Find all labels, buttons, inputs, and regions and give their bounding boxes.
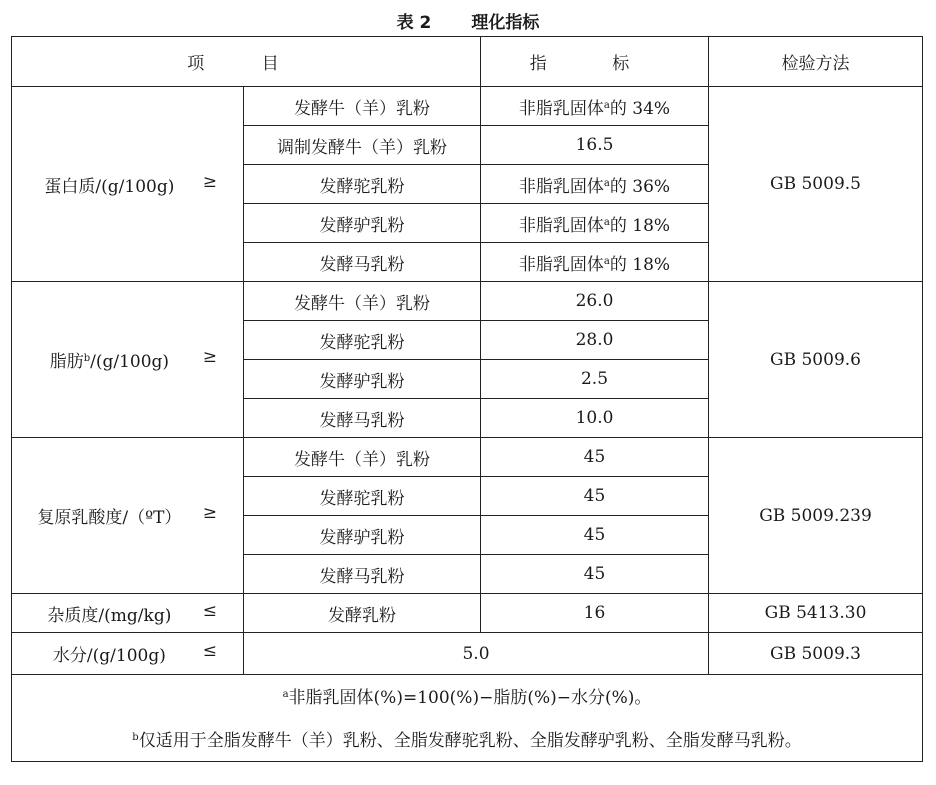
spec-cell: 2.5 — [481, 360, 709, 399]
fat-method-cell: GB 5009.6 — [709, 282, 923, 438]
fat-label-cell: 脂肪$^b$/(g/100g) ≥ — [12, 282, 244, 438]
header-method: 检验方法 — [709, 37, 923, 87]
product-cell: 发酵马乳粉 — [244, 243, 481, 282]
table-number: 表 2 — [396, 13, 432, 33]
spec-table — [11, 36, 923, 762]
spec-cell: 28.0 — [481, 321, 709, 360]
product-cell: 发酵驼乳粉 — [244, 477, 481, 516]
notes-cell — [12, 675, 923, 762]
product-cell: 调制发酵牛（羊）乳粉 — [244, 126, 481, 165]
table-title: 理化指标 — [471, 13, 540, 33]
impurity-label-cell: 杂质度/(mg/kg) ≤ — [12, 594, 244, 633]
spec-cell: 45 — [481, 516, 709, 555]
product-cell: 发酵牛（羊）乳粉 — [244, 282, 481, 321]
moisture-method-cell: GB 5009.3 — [709, 633, 923, 675]
product-cell: 发酵驴乳粉 — [244, 516, 481, 555]
spec-cell: 45 — [481, 477, 709, 516]
spec-cell: 非脂乳固体$^a$的 34% — [481, 87, 709, 126]
spec-cell: 26.0 — [481, 282, 709, 321]
spec-cell: 45 — [481, 438, 709, 477]
header-spec: 指 标 — [481, 37, 709, 87]
header-row — [12, 37, 923, 87]
table-row — [12, 282, 923, 321]
moisture-label-cell: 水分/(g/100g) ≤ — [12, 633, 244, 675]
protein-label-cell: 蛋白质/(g/100g) ≥ — [12, 87, 244, 282]
product-cell: 发酵驴乳粉 — [244, 204, 481, 243]
product-cell: 发酵驼乳粉 — [244, 165, 481, 204]
table-row — [12, 633, 923, 675]
spec-cell: 非脂乳固体$^a$的 36% — [481, 165, 709, 204]
header-item: 项 目 — [12, 37, 481, 87]
product-cell: 发酵马乳粉 — [244, 399, 481, 438]
spec-cell: 非脂乳固体$^a$的 18% — [481, 243, 709, 282]
table-row — [12, 87, 923, 126]
table-caption — [0, 8, 936, 33]
spec-cell: 16.5 — [481, 126, 709, 165]
product-cell: 发酵牛（羊）乳粉 — [244, 87, 481, 126]
spec-cell: 16 — [481, 594, 709, 633]
product-cell: 发酵驴乳粉 — [244, 360, 481, 399]
spec-cell: 5.0 — [244, 633, 709, 675]
spec-cell: 10.0 — [481, 399, 709, 438]
product-cell: 发酵驼乳粉 — [244, 321, 481, 360]
note-a: $^a$非脂乳固体(%)=100(%)−脂肪(%)−水分(%)。 — [282, 688, 652, 708]
impurity-method-cell: GB 5413.30 — [709, 594, 923, 633]
product-cell: 发酵马乳粉 — [244, 555, 481, 594]
spec-cell: 非脂乳固体$^a$的 18% — [481, 204, 709, 243]
product-cell: 发酵乳粉 — [244, 594, 481, 633]
notes-row — [12, 675, 923, 762]
spec-cell: 45 — [481, 555, 709, 594]
note-b: $^b$仅适用于全脂发酵牛（羊）乳粉、全脂发酵驼乳粉、全脂发酵驴乳粉、全脂发酵马乳粉。 — [132, 731, 802, 751]
table-row — [12, 594, 923, 633]
protein-method-cell: GB 5009.5 — [709, 87, 923, 282]
acidity-method-cell: GB 5009.239 — [709, 438, 923, 594]
acidity-label-cell: 复原乳酸度/（ºT） ≥ — [12, 438, 244, 594]
table-row — [12, 438, 923, 477]
product-cell: 发酵牛（羊）乳粉 — [244, 438, 481, 477]
